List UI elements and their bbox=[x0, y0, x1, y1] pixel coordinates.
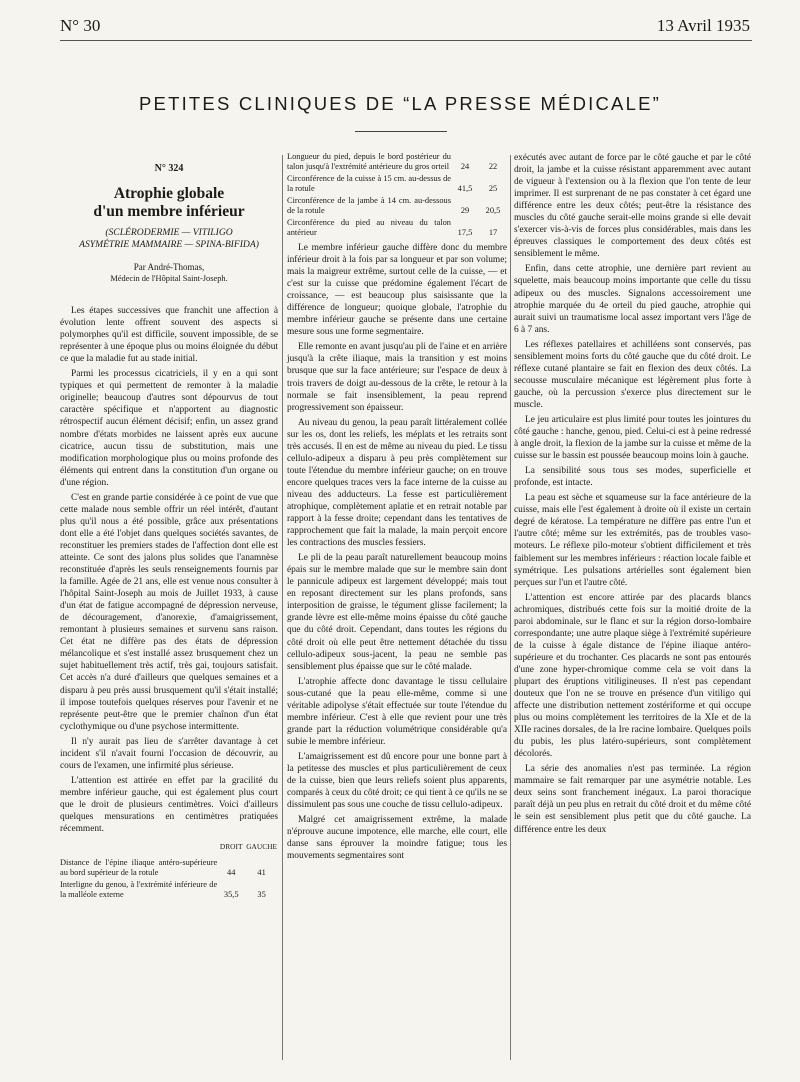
table-row: Distance de l'épine iliaque antéro-supérieure au bord supérieur de la rotule 44 41 bbox=[60, 858, 266, 878]
header-rule bbox=[60, 40, 752, 41]
measurements-table-continued bbox=[287, 152, 507, 240]
masthead-rule bbox=[355, 131, 447, 132]
paragraph: C'est en grande partie considérée à ce point de vue que cette malade nous semble offrir un réel intérêt, d'autant plus qu'il nous a été possible, grâce aux présentations dont elle a été l'objet dans quelques sociétés savantes, de reconstituer les premiers stades de l'affection dont elle est atteinte. Ce sont des jalons plus solides que l'anamnèse reconstituée d'après les seuls renseignements fournis par la famille. Agée de 21 ans, elle est venue nous consulter à l'hôpital Saint-Joseph au mois de Juillet 1933, à cause d'un état de fatigue accompagné de dépression nerveuse, de découragement, d'anorexie, d'amaigrissement, remontant à plusieurs semaines et survenu sans raison. Cet état ne diffère pas des états de dépression mélancolique et s'est installé assez brusquement chez un sujet habituellement très actif, très gai, toujours satisfait. Cet accès n'a duré d'ailleurs que quelques semaines et a disparu à peu près aussi brusquement qu'il s'était installé; il impose toutefois quelques réserves pour l'avenir et ne représente peut-être que le premier chaînon d'un état cyclothymique ou d'une psychose intermittente. bbox=[60, 492, 278, 732]
author-institution: Médecin de l'Hôpital Saint-Joseph. bbox=[110, 274, 228, 284]
paragraph: Enfin, dans cette atrophie, une dernière part revient au squelette, mais beaucoup moins importante que celle du tissu adipeux ou des muscles. Signalons accessoirement une atrophie marquée du 4e orteil du pied gauche, atrophie qui aurait suivi un traumatisme local assez important vers l'âge de 6 à 7 ans. bbox=[514, 264, 751, 335]
paragraph: Le jeu articulaire est plus limité pour toutes les jointures du côté gauche : hanche, genou, pied. Celui-ci est à peine redressé à angle droit, la flexion de la jambe sur la cuisse et même de la cuisse sur le bassin est poussée beaucoup moins loin à gauche. bbox=[514, 414, 751, 462]
paragraph: Elle remonte en avant jusqu'au pli de l'aine et en arrière jusqu'à la crête iliaque, mais la transition y est moins brusque que sur la face antérieure; sur l'espace de deux à trois travers de doigt au-dessous de la crête, le retour à la normale se fait insensiblement, la peau reprend progressivement son épaisseur. bbox=[287, 342, 507, 413]
author-block bbox=[60, 261, 278, 285]
table-row: Interligne du genou, à l'extrémité inférieure de la malléole externe 35,5 35 bbox=[60, 880, 266, 900]
table-header-left: GAUCHE bbox=[246, 842, 277, 852]
paragraph: L'attention est attirée en effet par la gracilité du membre inférieur gauche, qui est également plus court que le droit de plusieurs centimètres. Voici d'ailleurs quelques mensurations en centimètres pratiquées récemment. bbox=[60, 775, 278, 835]
paragraph: La peau est sèche et squameuse sur la face antérieure de la cuisse, mais elle l'est également à droite où il existe un certain degré de kératose. La température ne diffère pas entre l'un et l'autre côté; même sur les extrémités, pas de troubles vaso-moteurs. Le réflexe pilo-moteur s'obtient difficilement et très faiblement sur les membres inférieurs : réaction locale faible et symétrique. Les pulsations artérielles sont également bien perçues sur l'un et l'autre côté. bbox=[514, 493, 751, 588]
issue-number: N° 30 bbox=[60, 16, 101, 35]
table-header-right: DROIT bbox=[219, 842, 243, 852]
paragraph: La série des anomalies n'est pas terminée. La région mammaire se fait remarquer par une asymétrie notable. Les deux seins sont franchement inégaux. La paroi thoracique paraît déjà un peu plus en retrait du côté droit et du même côté le sein est sensiblement plus petit que du côté gauche. La différence entre les deux bbox=[514, 764, 751, 835]
column-divider bbox=[282, 155, 283, 1060]
masthead-title: PETITES CLINIQUES DE “LA PRESSE MÉDICALE” bbox=[139, 93, 661, 114]
table-row: Circonférence de la cuisse à 15 cm. au-dessus de la rotule 41,5 25 bbox=[287, 174, 498, 193]
table-row: Circonférence du pied au niveau du talon antérieur 17,5 17 bbox=[287, 218, 498, 237]
paragraph: Le pli de la peau paraît naturellement beaucoup moins épais sur le membre malade que sur le membre sain dont le pannicule adipeux est largement développé; mais tout en reposant directement sur les plans profonds, sans interposition de graisse, le tégument glisse facilement; la grande lèvre est elle-même moins épaisse du côté gauche que du côté droit. Cependant, dans toutes les régions du côté droit où elle peut être nettement détachée du tissu cellulo-adipeux sous-jacent, la peau ne semble pas sensiblement plus épaisse que sur le côté malade. bbox=[287, 553, 507, 672]
paragraph: Parmi les processus cicatriciels, il y en a qui sont typiques et qui permettent de remonter à la maladie originelle; beaucoup d'autres sont dépourvus de tout caractère spécifique et n'apportent au diagnostic rétrospectif aucun élément décisif; enfin, un assez grand nombre d'états morbides ne laissent après eux aucune cicatrice, aucun tissu de substitution, mais une modification morphologique plus ou moins profonde des éléments qui entrent dans la constitution d'un organe ou d'une région. bbox=[60, 369, 278, 488]
issue-date: 13 Avril 1935 bbox=[656, 16, 750, 35]
paragraph: Le membre inférieur gauche diffère donc du membre inférieur droit à la fois par sa longueur et par son volume; mais la maigreur extrême, surtout celle de la cuisse, — et c'est sur la cuisse que prédomine également l'écart de croissance, — est beaucoup plus saisissante que la différence de longueur; quoique globale, l'atrophie du membre inférieur gauche se présente dans une certaine mesure sous une forme segmentaire. bbox=[287, 243, 507, 338]
table-row: Longueur du pied, depuis le bord postérieur du talon jusqu'à l'extrémité antérieure du gros orteil 24 22 bbox=[287, 152, 498, 171]
author-name: Par André-Thomas, bbox=[133, 262, 205, 273]
paragraph: Au niveau du genou, la peau paraît littéralement collée sur les os, dont les reliefs, les méplats et les retraits sont très accusés. Il en est de même au niveau du pied. Le tissu cellulo-adipeux a disparu à peu près complètement sur toute l'étendue du membre inférieur gauche; on en trouve encore quelques traces vers la face interne de la cuisse au niveau des adducteurs. La fesse est particulièrement atrophique, complètement aplatie et en retrait notable par rapport à la fesse droite; cependant dans les tentatives de rapprochement que fait la malade, la main perçoit encore les contractions des muscles fessiers. bbox=[287, 417, 507, 549]
measurements-table bbox=[60, 841, 278, 902]
paragraph: L'atrophie affecte donc davantage le tissu cellulaire sous-cutané que la peau elle-même, comme si une véritable adipolyse s'était effectuée sur toute l'étendue du membre inférieur. C'est à elle que revient pour une très grande part la réduction volumétrique considérable qu'a subie le membre inférieur. bbox=[287, 676, 507, 747]
paragraph: L'amaigrissement est dû encore pour une bonne part à la petitesse des muscles et plus particulièrement de ceux de la cuisse, bien que leurs reliefs soient plus apparents, comparés à ceux du côté droit; ce qui tient à ce qu'ils ne se dissimulent pas sous une couche de tissu cellulo-adipeux. bbox=[287, 751, 507, 811]
paragraph: Les étapes successives que franchit une affection à évolution lente offrent souvent des aspects si polymorphes qu'il est difficile, souvent impossible, de se représenter à une époque plus ou moins éloignée du début ce que la maladie fut au stade initial. bbox=[60, 306, 278, 365]
column-divider bbox=[510, 155, 511, 1060]
column-3 bbox=[514, 152, 751, 839]
paragraph: La sensibilité sous tous ses modes, superficielle et profonde, est intacte. bbox=[514, 466, 751, 489]
table-row: Circonférence de la jambe à 14 cm. au-dessous de la rotule 29 20,5 bbox=[287, 196, 501, 215]
article-number: N° 324 bbox=[154, 163, 184, 174]
paragraph: Malgré cet amaigrissement extrême, la malade n'éprouve aucune impotence, elle marche, elle court, elle danse sans éprouver la moindre fatigue; tous les mouvements segmentaires sont bbox=[287, 815, 507, 862]
article-subtitle: (SCLÉRODERMIE — VITILIGO ASYMÉTRIE MAMMAIRE — SPINA-BIFIDA) bbox=[79, 227, 259, 251]
column-1 bbox=[60, 155, 278, 904]
paragraph: Les réflexes patellaires et achilléens sont conservés, pas sensiblement moins forts du côté gauche que du côté droit. Le réflexe cutané plantaire se fait en flexion des deux côtés. La secousse musculaire mécanique est légèrement plus forte à gauche, où la percussion s'exerce plus directement sur le muscle. bbox=[514, 339, 751, 410]
paragraph: L'attention est encore attirée par des placards blancs achromiques, distribués cette fois sur la moitié droite de la paroi abdominale, sur le flanc et sur la région dorso-lombaire correspondante; une autre plaque siège à l'extrémité supérieure de la cuisse à égale distance de l'épine iliaque antéro-supérieure et du trochanter. Ces placards ne sont pas entourés d'une zone hyper-chromique comme cela se voit dans la plupart des éruptions vitiligineuses. Il n'est pas cependant douteux que l'on ne se trouve en présence d'un vitiligo qui affecte une distribution nettement zostériforme et qui occupe plus ou moins complètement les territoires de la XIe et de la XIIe racines dorsales, de la Ire racine lombaire. Quelques poils du pubis, les plus latéro-supérieurs, sont complètement décolorés. bbox=[514, 592, 751, 760]
paragraph: exécutés avec autant de force par le côté gauche et par le côté droit, la jambe et la cuisse résistant apparemment avec autant de vigueur à l'extension ou à la flexion que l'on tente de leur imprimer. Il est surprenant de ne pas constater à cet égard une différence entre les deux côtés; peut-être la résistance des muscles du côté gauche serait-elle moins grande si elle devait s'exercer vis-à-vis de forces plus considérables, mais dans les épreuves classiques le comportement des deux côtés est sensiblement le même. bbox=[514, 153, 751, 260]
column-2 bbox=[287, 152, 507, 865]
paragraph: Il n'y aurait pas lieu de s'arrêter davantage à cet incident s'il n'avait fourni l'occasion de découvrir, au cours de l'examen, une infirmité plus sérieuse. bbox=[60, 736, 278, 771]
article-title: Atrophie globale d'un membre inférieur bbox=[93, 185, 245, 221]
